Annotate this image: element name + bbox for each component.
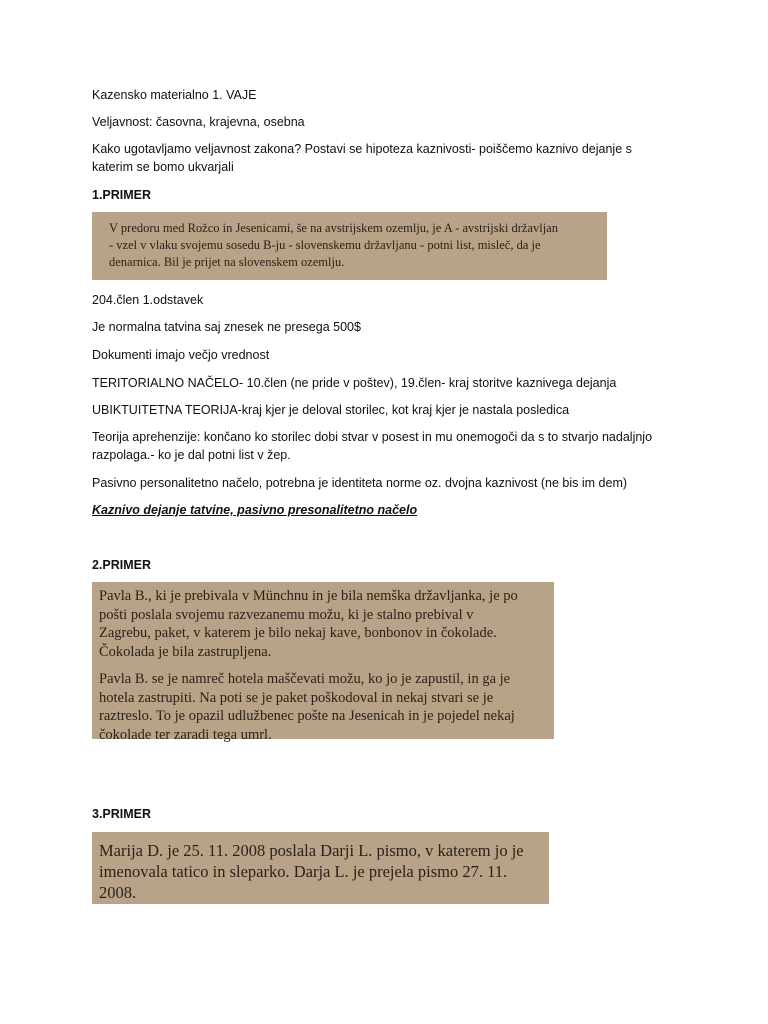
primer1-conclusion: Kaznivo dejanje tatvine, pasivno presonalitetno načelo (92, 503, 418, 517)
primer1-heading: 1.PRIMER (92, 188, 152, 202)
primer2-case-box (92, 582, 554, 743)
primer3-heading: 3.PRIMER (92, 807, 152, 821)
primer2-para2-line-1: Pavla B. se je namreč hotela maščevati možu, ko jo je zapustil, in ga je (99, 671, 511, 687)
teorija-aprehenzije-line-2: razpolaga.- ko je dal potni list v žep. (92, 448, 291, 462)
primer3-box-line-2: imenovala tatico in sleparko. Darja L. je prejela pismo 27. 11. (99, 862, 508, 881)
ubikvitetna-label: UBIKTUITETNA TEORIJA (92, 403, 238, 417)
primer2-para2-line-4: čokolade ter zaradi tega umrl. (99, 726, 272, 743)
primer2-para2-line-2: hotela zastrupiti. Na poti se je paket poškodoval in nekaj stvari se je (99, 689, 494, 706)
question-line-2: katerim se bomo ukvarjali (92, 160, 234, 174)
primer3-box-line-1: Marija D. je 25. 11. 2008 poslala Darji L. pismo, v katerem jo je (99, 841, 524, 860)
primer2-para1-line-2: pošti poslala svojemu razvezanemu možu, ki je stalno prebival v (99, 606, 474, 623)
primer1-box-line-3: denarnica. Bil je prijet na slovenskem ozemlju. (109, 255, 345, 269)
primer2-heading: 2.PRIMER (92, 558, 152, 572)
question-line-1: Kako ugotavljamo veljavnost zakona? Postavi se hipoteza kaznivosti- poiščemo kaznivo dejanje s (92, 142, 632, 156)
veljavnost-line: Veljavnost: časovna, krajevna, osebna (92, 115, 305, 129)
primer3-case-box (92, 832, 549, 904)
normalna-tatvina-line: Je normalna tatvina saj znesek ne presega 500$ (92, 320, 361, 334)
paragraph-spacer (99, 661, 554, 670)
primer2-para1-line-3: Zagrebu, paket, v katerem je bilo nekaj kave, bonbonov in čokolade. (99, 625, 497, 641)
primer2-para1-line-1: Pavla B., ki je prebivala v Münchnu in je bila nemška državljanka, je po (99, 588, 518, 604)
dokumenti-line: Dokumenti imajo večjo vrednost (92, 348, 270, 362)
ubikvitetna-text: -kraj kjer je deloval storilec, kot kraj kjer je nastala posledica (237, 403, 570, 417)
primer2-para2-line-3: raztreslo. To je opazil udlužbenec pošte na Jesenicah in je pojedel nekaj (99, 708, 515, 724)
pasivno-nacelo-line: Pasivno personalitetno načelo, potrebna je identiteta norme oz. dvojna kaznivost (ne bis im dem) (92, 476, 628, 490)
primer1-case-box (92, 212, 607, 280)
teritorialno-label: TERITORIALNO NAČELO (92, 376, 240, 390)
primer1-box-line-1: V predoru med Rožco in Jesenicami, še na avstrijskem ozemlju, je A - avstrijski državljan (109, 221, 558, 235)
teorija-aprehenzije-line-1: Teorija aprehenzije: končano ko storilec dobi stvar v posest in mu onemogoči da s to stvarjo nadaljnjo (92, 430, 653, 444)
primer3-box-line-3: 2008. (99, 883, 137, 902)
primer1-box-line-2: - vzel v vlaku svojemu sosedu B-ju - slovenskemu državljanu - potni list, misleč, da je (109, 238, 541, 252)
ubikvitetna-teorija-line (92, 401, 569, 419)
clen-line: 204.člen 1.odstavek (92, 293, 204, 307)
teritorialno-nacelo-line (92, 374, 616, 392)
teritorialno-text: - 10.člen (ne pride v poštev), 19.člen- kraj storitve kaznivega dejanja (239, 376, 617, 390)
primer2-para1-line-4: Čokolada je bila zastrupljena. (99, 643, 272, 660)
document-title: Kazensko materialno 1. VAJE (92, 88, 257, 102)
